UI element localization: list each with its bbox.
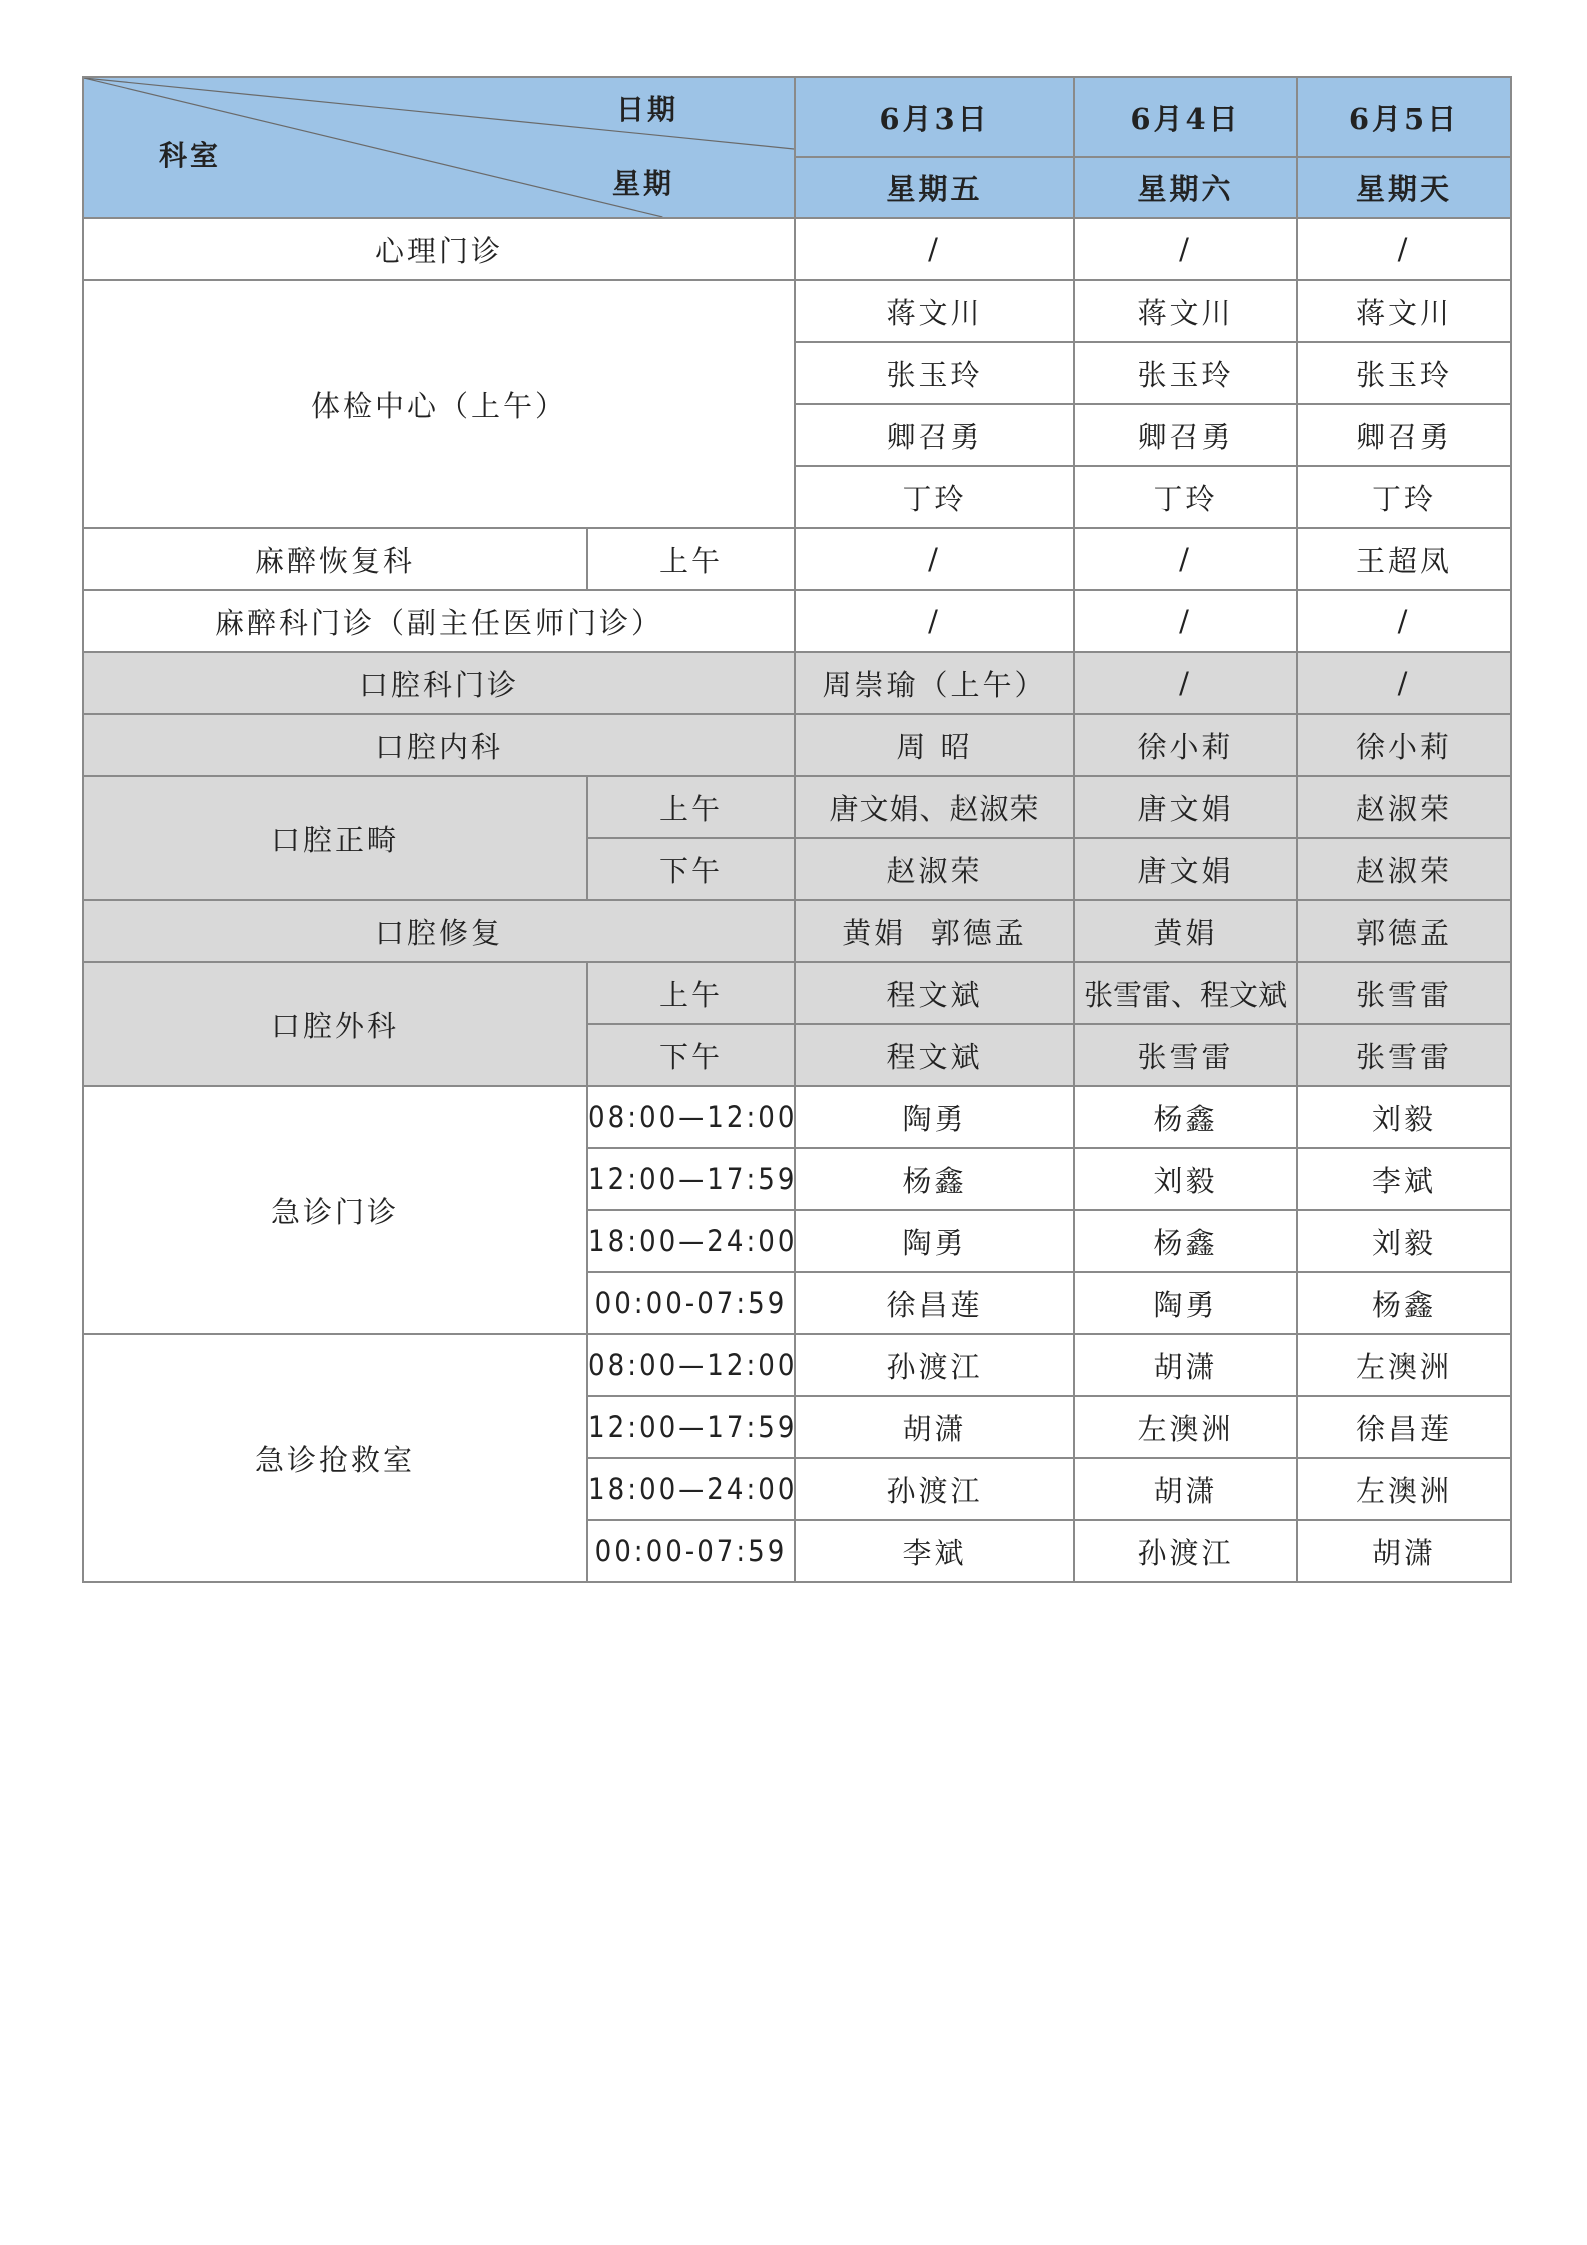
schedule-cell: 丁玲 [1297, 466, 1511, 528]
weekday-header: 星期五 [795, 157, 1074, 218]
schedule-cell: 赵淑荣 [795, 838, 1074, 900]
schedule-cell: 左澳洲 [1297, 1334, 1511, 1396]
schedule-cell: 蒋文川 [795, 280, 1074, 342]
schedule-cell: 徐昌莲 [1297, 1396, 1511, 1458]
schedule-cell: 周 昭 [795, 714, 1074, 776]
schedule-cell: / [1297, 218, 1511, 280]
schedule-cell: / [795, 590, 1074, 652]
schedule-cell: 杨鑫 [1074, 1086, 1297, 1148]
schedule-cell: 杨鑫 [795, 1148, 1074, 1210]
corner-department-label: 科室 [159, 139, 222, 172]
department-cell: 急诊门诊 [83, 1086, 587, 1334]
schedule-cell: 杨鑫 [1074, 1210, 1297, 1272]
schedule-cell: 唐文娟、赵淑荣 [795, 776, 1074, 838]
time-slot-cell: 00:00-07:59 [587, 1520, 795, 1582]
schedule-cell: 陶勇 [1074, 1272, 1297, 1334]
department-cell: 体检中心（上午） [83, 280, 795, 528]
schedule-cell: 张玉玲 [1074, 342, 1297, 404]
schedule-cell: / [1297, 590, 1511, 652]
schedule-cell: 赵淑荣 [1297, 776, 1511, 838]
schedule-cell: 蒋文川 [1297, 280, 1511, 342]
table-row [83, 776, 1511, 838]
corner-date-label: 日期 [616, 93, 679, 126]
schedule-cell: 丁玲 [1074, 466, 1297, 528]
department-cell: 口腔内科 [83, 714, 795, 776]
schedule-cell: 徐昌莲 [795, 1272, 1074, 1334]
schedule-cell: 黄娟 郭德孟 [795, 900, 1074, 962]
schedule-cell: 赵淑荣 [1297, 838, 1511, 900]
schedule-cell: 胡潇 [1297, 1520, 1511, 1582]
schedule-cell: 张玉玲 [1297, 342, 1511, 404]
schedule-cell: 卿召勇 [1074, 404, 1297, 466]
date-header: 6月3日 [795, 77, 1074, 157]
shift-cell: 上午 [587, 776, 795, 838]
schedule-cell: / [795, 528, 1074, 590]
table-row [83, 1086, 1511, 1148]
date-header: 6月4日 [1074, 77, 1297, 157]
time-slot-cell: 18:00—24:00 [587, 1210, 795, 1272]
department-cell: 麻醉恢复科 [83, 528, 587, 590]
schedule-cell: 唐文娟 [1074, 776, 1297, 838]
schedule-cell: 胡潇 [1074, 1334, 1297, 1396]
header-row-dates [83, 77, 1511, 157]
schedule-cell: 程文斌 [795, 962, 1074, 1024]
schedule-cell: 孙渡江 [1074, 1520, 1297, 1582]
schedule-cell: 左澳洲 [1297, 1458, 1511, 1520]
schedule-cell: 徐小莉 [1074, 714, 1297, 776]
duty-schedule-table [82, 76, 1512, 1583]
schedule-cell: 陶勇 [795, 1086, 1074, 1148]
department-cell: 口腔正畸 [83, 776, 587, 900]
table-row [83, 900, 1511, 962]
time-slot-cell: 08:00—12:00 [587, 1086, 795, 1148]
schedule-cell: 丁玲 [795, 466, 1074, 528]
schedule-cell: 蒋文川 [1074, 280, 1297, 342]
schedule-cell: 程文斌 [795, 1024, 1074, 1086]
date-header: 6月5日 [1297, 77, 1511, 157]
schedule-cell: / [1074, 528, 1297, 590]
schedule-cell: 周崇瑜（上午） [795, 652, 1074, 714]
schedule-cell: 李斌 [795, 1520, 1074, 1582]
department-cell: 口腔外科 [83, 962, 587, 1086]
weekday-header: 星期天 [1297, 157, 1511, 218]
schedule-cell: 刘毅 [1297, 1086, 1511, 1148]
department-cell: 心理门诊 [83, 218, 795, 280]
department-cell: 麻醉科门诊（副主任医师门诊） [83, 590, 795, 652]
table-row [83, 962, 1511, 1024]
schedule-cell: 王超凤 [1297, 528, 1511, 590]
schedule-cell: 张雪雷 [1297, 1024, 1511, 1086]
schedule-cell: 卿召勇 [795, 404, 1074, 466]
schedule-cell: / [1074, 652, 1297, 714]
schedule-cell: 李斌 [1297, 1148, 1511, 1210]
table-row [83, 528, 1511, 590]
schedule-cell: 胡潇 [1074, 1458, 1297, 1520]
shift-cell: 上午 [587, 962, 795, 1024]
table-row [83, 280, 1511, 342]
schedule-cell: 胡潇 [795, 1396, 1074, 1458]
department-cell: 口腔科门诊 [83, 652, 795, 714]
schedule-cell: 张雪雷、程文斌 [1074, 962, 1297, 1024]
time-slot-cell: 12:00—17:59 [587, 1396, 795, 1458]
schedule-cell: 孙渡江 [795, 1334, 1074, 1396]
schedule-cell: 张玉玲 [795, 342, 1074, 404]
schedule-cell: / [1074, 590, 1297, 652]
schedule-cell: 陶勇 [795, 1210, 1074, 1272]
schedule-cell: 张雪雷 [1297, 962, 1511, 1024]
corner-header-cell [83, 77, 795, 218]
shift-cell: 下午 [587, 838, 795, 900]
weekday-header: 星期六 [1074, 157, 1297, 218]
schedule-cell: 杨鑫 [1297, 1272, 1511, 1334]
department-cell: 急诊抢救室 [83, 1334, 587, 1582]
corner-weekday-label: 星期 [612, 167, 675, 200]
time-slot-cell: 12:00—17:59 [587, 1148, 795, 1210]
table-row [83, 652, 1511, 714]
department-cell: 口腔修复 [83, 900, 795, 962]
schedule-cell: / [1074, 218, 1297, 280]
time-slot-cell: 08:00—12:00 [587, 1334, 795, 1396]
time-slot-cell: 00:00-07:59 [587, 1272, 795, 1334]
schedule-cell: 左澳洲 [1074, 1396, 1297, 1458]
schedule-cell: 黄娟 [1074, 900, 1297, 962]
schedule-cell: 郭德孟 [1297, 900, 1511, 962]
table-row [83, 218, 1511, 280]
table-row [83, 590, 1511, 652]
time-slot-cell: 18:00—24:00 [587, 1458, 795, 1520]
table-row [83, 714, 1511, 776]
schedule-cell: / [795, 218, 1074, 280]
shift-cell: 上午 [587, 528, 795, 590]
schedule-cell: 唐文娟 [1074, 838, 1297, 900]
schedule-cell: 孙渡江 [795, 1458, 1074, 1520]
schedule-cell: / [1297, 652, 1511, 714]
schedule-cell: 刘毅 [1074, 1148, 1297, 1210]
schedule-cell: 徐小莉 [1297, 714, 1511, 776]
schedule-cell: 卿召勇 [1297, 404, 1511, 466]
shift-cell: 下午 [587, 1024, 795, 1086]
schedule-cell: 张雪雷 [1074, 1024, 1297, 1086]
table-row [83, 1334, 1511, 1396]
schedule-cell: 刘毅 [1297, 1210, 1511, 1272]
